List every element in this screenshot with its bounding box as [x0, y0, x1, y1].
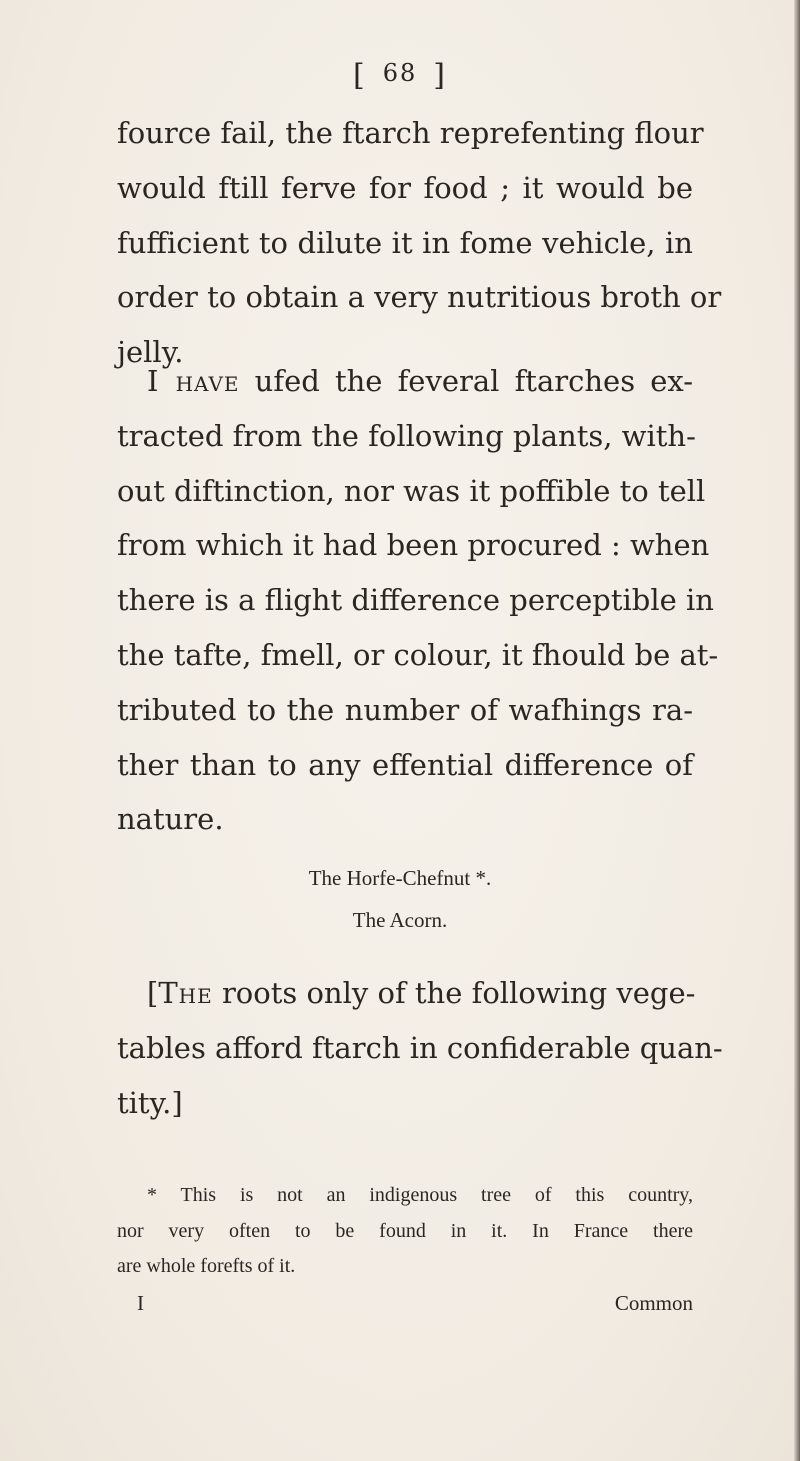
text-line: fource fail, the ftarch reprefenting flour — [117, 116, 704, 150]
paragraph-3 — [117, 966, 723, 1130]
text-line: the tafte, fmell, or colour, it fhould be at- — [117, 637, 719, 672]
text-line: tity.] — [117, 1085, 183, 1120]
paragraph-2 — [117, 354, 719, 847]
footnote-line: * This is not an indigenous tree of this country, — [147, 1184, 693, 1206]
header-bracket-close: ] — [433, 58, 447, 93]
page-number: 68 — [382, 59, 418, 87]
paragraph-1 — [117, 106, 722, 380]
plant-list-item: The Acorn. — [352, 908, 448, 932]
text-line: out diftinction, nor was it poffible to tell — [117, 473, 706, 508]
plant-list-item: The Horfe-Chefnut *. — [308, 866, 492, 890]
text-line — [117, 966, 696, 1021]
page-header — [0, 58, 800, 93]
text-line — [117, 354, 693, 409]
footnote — [117, 1178, 693, 1285]
text-span: roots only of the following vege- — [221, 976, 696, 1010]
text-line: tables afford ftarch in confiderable quan- — [117, 1030, 723, 1065]
text-line: ther than to any effential difference of — [117, 747, 693, 782]
text-line: tracted from the following plants, with- — [117, 418, 696, 453]
text-line: nature. — [117, 802, 224, 837]
text-line: from which it had been procured : when — [117, 528, 710, 563]
paragraph-lead: I have — [147, 364, 240, 398]
plant-list — [0, 857, 800, 941]
text-line: tributed to the number of wafhings ra- — [117, 692, 693, 727]
text-line: jelly. — [117, 335, 184, 370]
catchword: Common — [614, 1291, 693, 1315]
bracket-open: [ — [147, 976, 159, 1010]
header-bracket-open: [ — [353, 58, 367, 93]
text-line: fufficient to dilute it in fome vehicle, in — [117, 225, 693, 260]
paragraph-lead: The — [158, 976, 213, 1010]
text-span: ufed the feveral ftarches ex- — [254, 364, 694, 398]
page-edge-shadow — [794, 0, 800, 1461]
text-line: order to obtain a very nutritious broth or — [117, 280, 722, 315]
text-line: would ftill ferve for food ; it would be — [117, 170, 693, 205]
signature-mark: I — [137, 1291, 144, 1315]
footnote-line: are whole forefts of it. — [117, 1255, 296, 1277]
text-line: there is a flight difference perceptible in — [117, 583, 714, 618]
footnote-line: nor very often to be found in it. In France there — [117, 1219, 693, 1242]
